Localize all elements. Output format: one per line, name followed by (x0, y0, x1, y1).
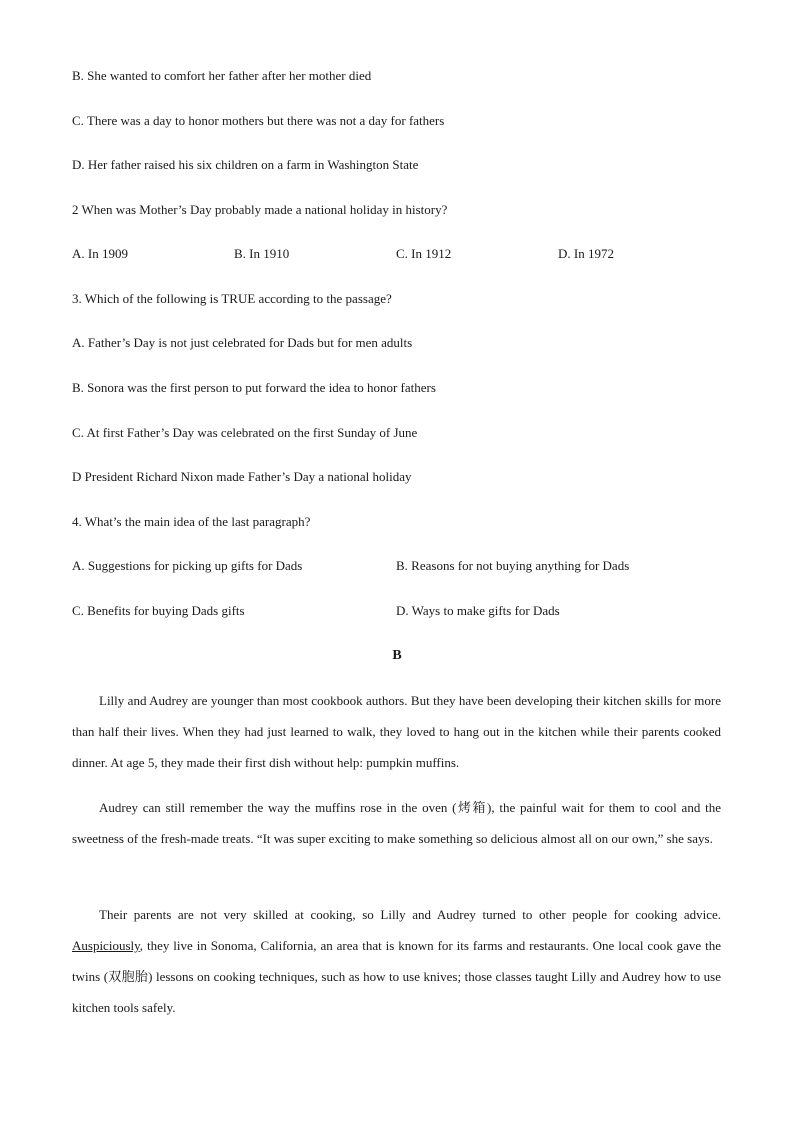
q3-option-a: A. Father’s Day is not just celebrated for Dads but for men adults (72, 335, 413, 350)
paragraph-3 (72, 899, 721, 1023)
q4-option-c: C. Benefits for buying Dads gifts (72, 603, 245, 618)
underlined-word: Auspiciously (72, 938, 140, 953)
q3-option-b: B. Sonora was the first person to put forward the idea to honor fathers (72, 380, 436, 395)
paragraph-1: Lilly and Audrey are younger than most cookbook authors. But they have been developing their kitchen skills for more than half their lives. When they had just learned to walk, they loved to hang out in the kitchen while their parents cooked dinner. At age 5, they made their first dish without help: pumpkin muffins. (72, 693, 721, 770)
q1-option-d: D. Her father raised his six children on a farm in Washington State (72, 157, 419, 172)
q4-option-a: A. Suggestions for picking up gifts for Dads (72, 558, 303, 573)
q3-option-c: C. At first Father’s Day was celebrated on the first Sunday of June (72, 425, 418, 440)
q2-option-a: A. In 1909 (72, 246, 128, 261)
q4-question: 4. What’s the main idea of the last paragraph? (72, 514, 311, 529)
section-heading: B (392, 648, 402, 663)
q1-option-b: B. She wanted to comfort her father after her mother died (72, 68, 372, 83)
q4-option-d: D. Ways to make gifts for Dads (396, 603, 560, 618)
q1-option-c: C. There was a day to honor mothers but there was not a day for fathers (72, 113, 445, 128)
q3-option-d: D President Richard Nixon made Father’s Day a national holiday (72, 469, 412, 484)
q2-option-d: D. In 1972 (558, 246, 614, 261)
paragraph-3-text-end: , they live in Sonoma, California, an area that is known for its farms and restaurants. One local cook gave the twins (双胞胎) lessons on cooking techniques, such as how to use knives; those classes taught Lilly and Audrey how to use kitchen tools safely. (72, 938, 721, 1015)
paragraph-3-text-start: Their parents are not very skilled at cooking, so Lilly and Audrey turned to other people for cooking advice. (99, 907, 721, 922)
q2-option-c: C. In 1912 (396, 246, 452, 261)
paragraph-2: Audrey can still remember the way the muffins rose in the oven (烤箱), the painful wait for them to cool and the sweetness of the fresh-made treats. “It was super exciting to make something so delicious almost all on our own,” she says. (72, 800, 721, 846)
q2-question: 2 When was Mother’s Day probably made a national holiday in history? (72, 202, 448, 217)
q2-option-b: B. In 1910 (234, 246, 290, 261)
q4-option-b: B. Reasons for not buying anything for Dads (396, 558, 630, 573)
q3-question: 3. Which of the following is TRUE according to the passage? (72, 291, 392, 306)
